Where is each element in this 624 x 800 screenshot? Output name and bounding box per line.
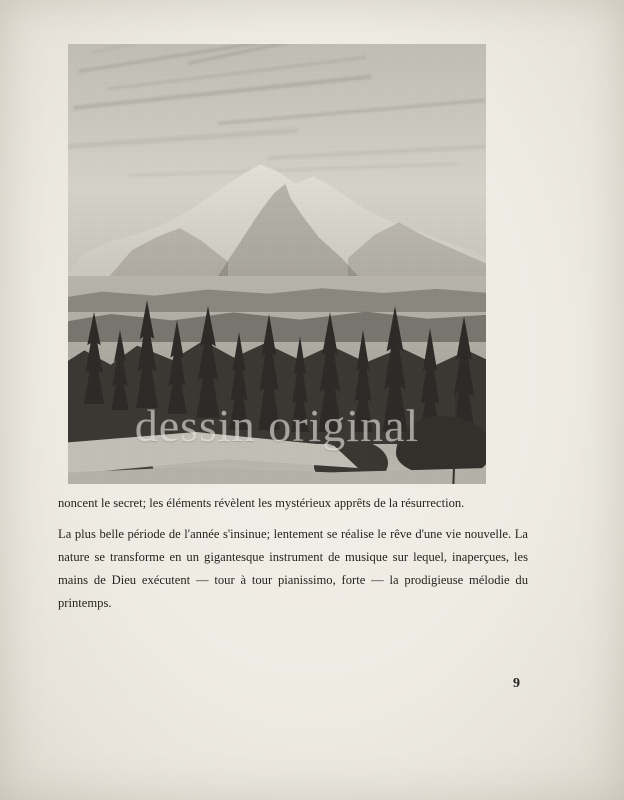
paragraph-1: noncent le secret; les éléments révèlent les mystérieux apprêts de la résurrection. — [58, 496, 465, 510]
watermark-text: dessin original — [134, 400, 420, 451]
paragraph-2: La plus belle période de l'année s'insinue; lentement se réalise le rêve d'une vie nouvelle. La nature se transforme en un gigantesque instrument de musique sur lequel, inaperçues, les mains de Dieu exécutent — tour à tour pianissimo, forte — la prodigieuse mélodie du printemps. — [58, 527, 528, 610]
page-number: 9 — [513, 676, 520, 691]
body-text-block — [58, 492, 528, 615]
illustration-plate — [68, 44, 486, 484]
